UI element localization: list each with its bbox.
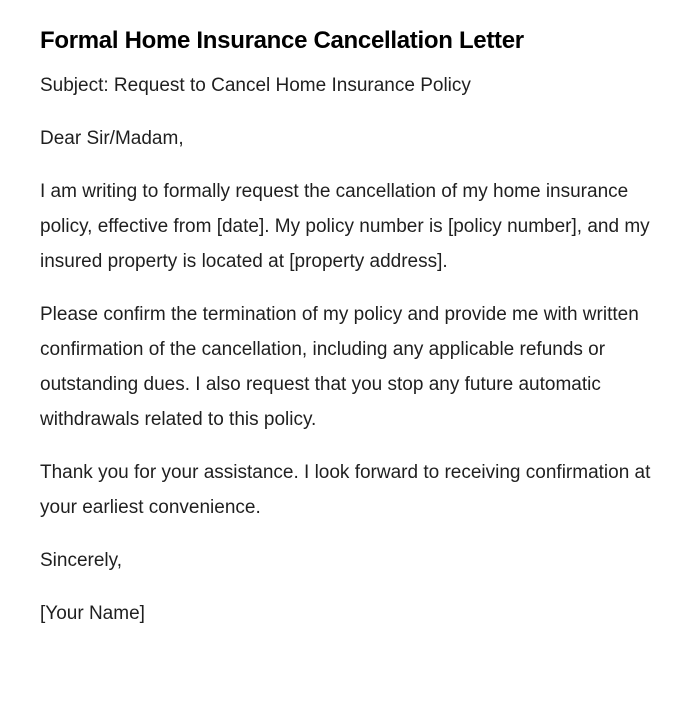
salutation: Dear Sir/Madam,	[40, 128, 184, 149]
signature-placeholder: [Your Name]	[40, 603, 145, 624]
closing: Sincerely,	[40, 550, 123, 571]
body-paragraph-request: I am writing to formally request the cancellation of my home insurance policy, effective from [date]. My policy number is [policy number], and my insured property is located at [property address].	[40, 181, 650, 272]
letter-title: Formal Home Insurance Cancellation Letter	[40, 27, 524, 54]
body-paragraph-confirmation: Please confirm the termination of my policy and provide me with written confirmation of the cancellation, including any applicable refunds or outstanding dues. I also request that you stop any future automatic withdrawals related to this policy.	[40, 304, 639, 430]
subject-line: Subject: Request to Cancel Home Insurance Policy	[40, 75, 471, 96]
body-paragraph-thanks: Thank you for your assistance. I look forward to receiving confirmation at your earliest convenience.	[40, 462, 651, 518]
